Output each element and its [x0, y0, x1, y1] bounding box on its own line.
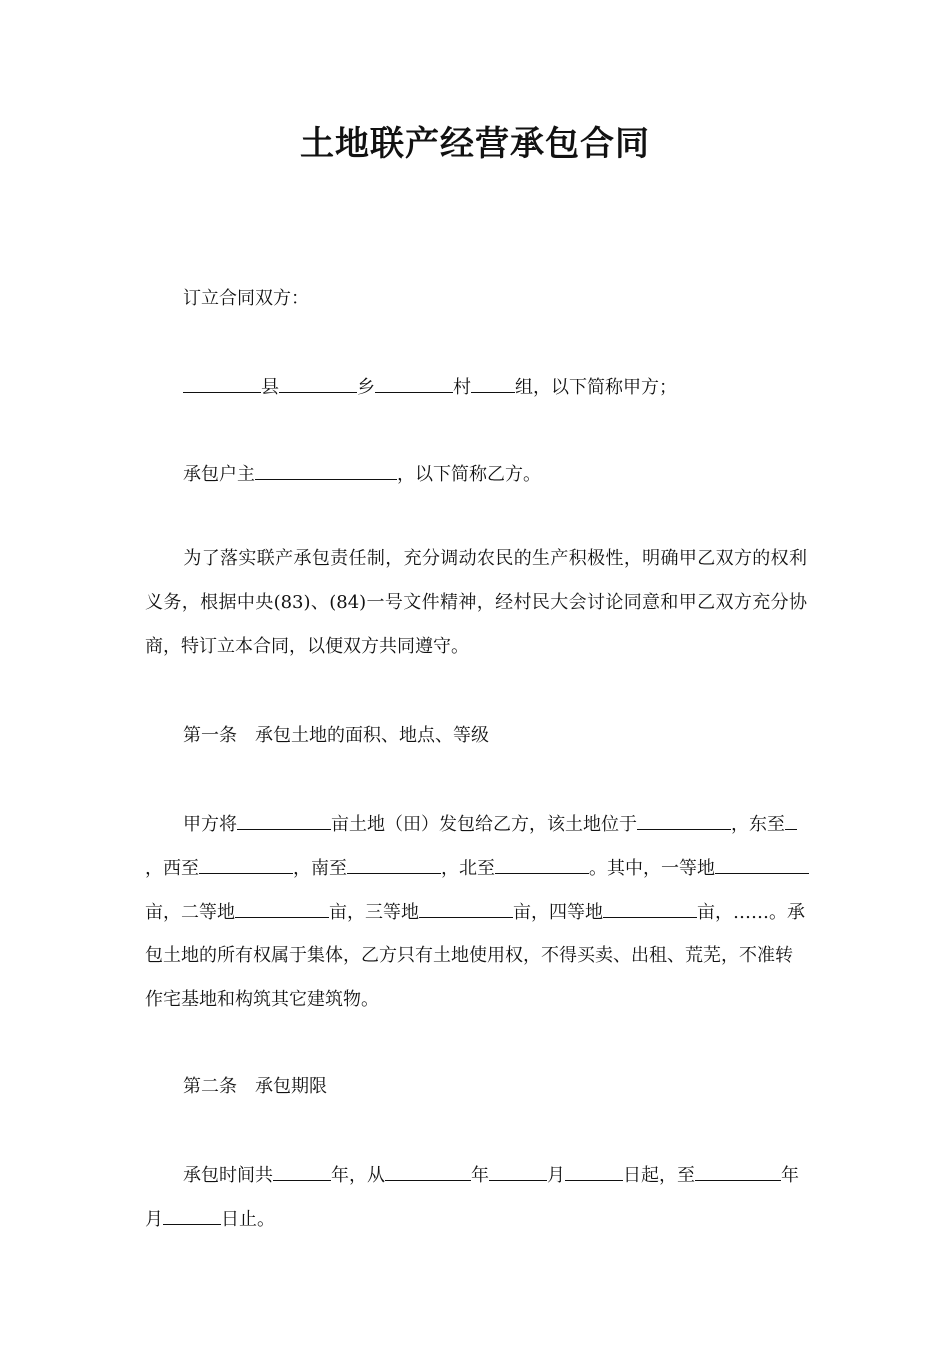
article1-text: 亩，四等地 — [513, 902, 603, 923]
party-b-suffix: ，以下简称乙方。 — [397, 464, 541, 485]
article1-line2 — [145, 855, 807, 882]
article2-text: 年 — [781, 1165, 799, 1186]
article2-text: 日起，至 — [623, 1165, 695, 1186]
article1-text: 亩土地（田）发包给乙方，该土地位于 — [331, 814, 637, 835]
blank-field — [273, 1162, 331, 1181]
blank-field — [347, 855, 441, 874]
blank-field — [471, 374, 515, 393]
party-a-line — [183, 374, 807, 401]
article1-line5: 作宅基地和构筑其它建筑物。 — [145, 989, 379, 1010]
article2-text: 月 — [547, 1165, 565, 1186]
blank-field — [419, 899, 513, 918]
party-b-prefix: 承包户主 — [183, 464, 255, 485]
party-a-group: 组，以下简称甲方； — [515, 377, 677, 398]
blank-field — [637, 811, 731, 830]
blank-field — [237, 811, 331, 830]
article1-text: 亩，……。承 — [697, 902, 805, 923]
article1-text: 亩，三等地 — [329, 902, 419, 923]
blank-field — [489, 1162, 547, 1181]
article1-line4: 包土地的所有权属于集体，乙方只有土地使用权，不得买卖、出租、荒芜，不准转 — [145, 945, 793, 966]
blank-field — [785, 811, 797, 830]
article2-text: 年 — [471, 1165, 489, 1186]
party-b-line — [183, 461, 807, 488]
article2-text: 承包时间共 — [183, 1165, 273, 1186]
article1-text: ，北至 — [441, 858, 495, 879]
party-a-village: 村 — [453, 377, 471, 398]
blank-field — [695, 1162, 781, 1181]
party-a-county: 县 — [261, 377, 279, 398]
preamble-text: 为了落实联产承包责任制，充分调动农民的生产积极性，明确甲乙双方的权利义务，根据中央(83)、(84)一号文件精神，经村民大会讨论同意和甲乙双方充分协商，特订立本合同，以便双方共同遵守。 — [145, 548, 807, 657]
article2-heading: 第二条 承包期限 — [183, 1076, 327, 1097]
article1-line1 — [183, 811, 807, 838]
blank-field — [163, 1206, 221, 1225]
blank-field — [255, 461, 397, 480]
article1-text: ，西至 — [145, 858, 199, 879]
blank-field — [565, 1162, 623, 1181]
article1-text: 甲方将 — [183, 814, 237, 835]
blank-field — [385, 1162, 471, 1181]
article1-text: 。其中，一等地 — [589, 858, 715, 879]
blank-field — [495, 855, 589, 874]
article1-text: ，东至 — [731, 814, 785, 835]
article2-line2 — [145, 1206, 807, 1233]
article2-text: 月 — [145, 1209, 163, 1230]
article1-text: 亩，二等地 — [145, 902, 235, 923]
article1-heading: 第一条 承包土地的面积、地点、等级 — [183, 725, 489, 746]
blank-field — [199, 855, 293, 874]
article2-text: 年，从 — [331, 1165, 385, 1186]
blank-field — [183, 374, 261, 393]
article2-text: 日止。 — [221, 1209, 275, 1230]
blank-field — [715, 855, 809, 874]
document-title: 土地联产经营承包合同 — [300, 124, 650, 164]
parties-intro: 订立合同双方： — [183, 288, 309, 309]
article2-line1 — [183, 1162, 807, 1189]
article1-line3 — [145, 899, 807, 926]
blank-field — [603, 899, 697, 918]
blank-field — [375, 374, 453, 393]
preamble-paragraph — [145, 537, 807, 669]
article1-text: ，南至 — [293, 858, 347, 879]
blank-field — [235, 899, 329, 918]
party-a-township: 乡 — [357, 377, 375, 398]
blank-field — [279, 374, 357, 393]
